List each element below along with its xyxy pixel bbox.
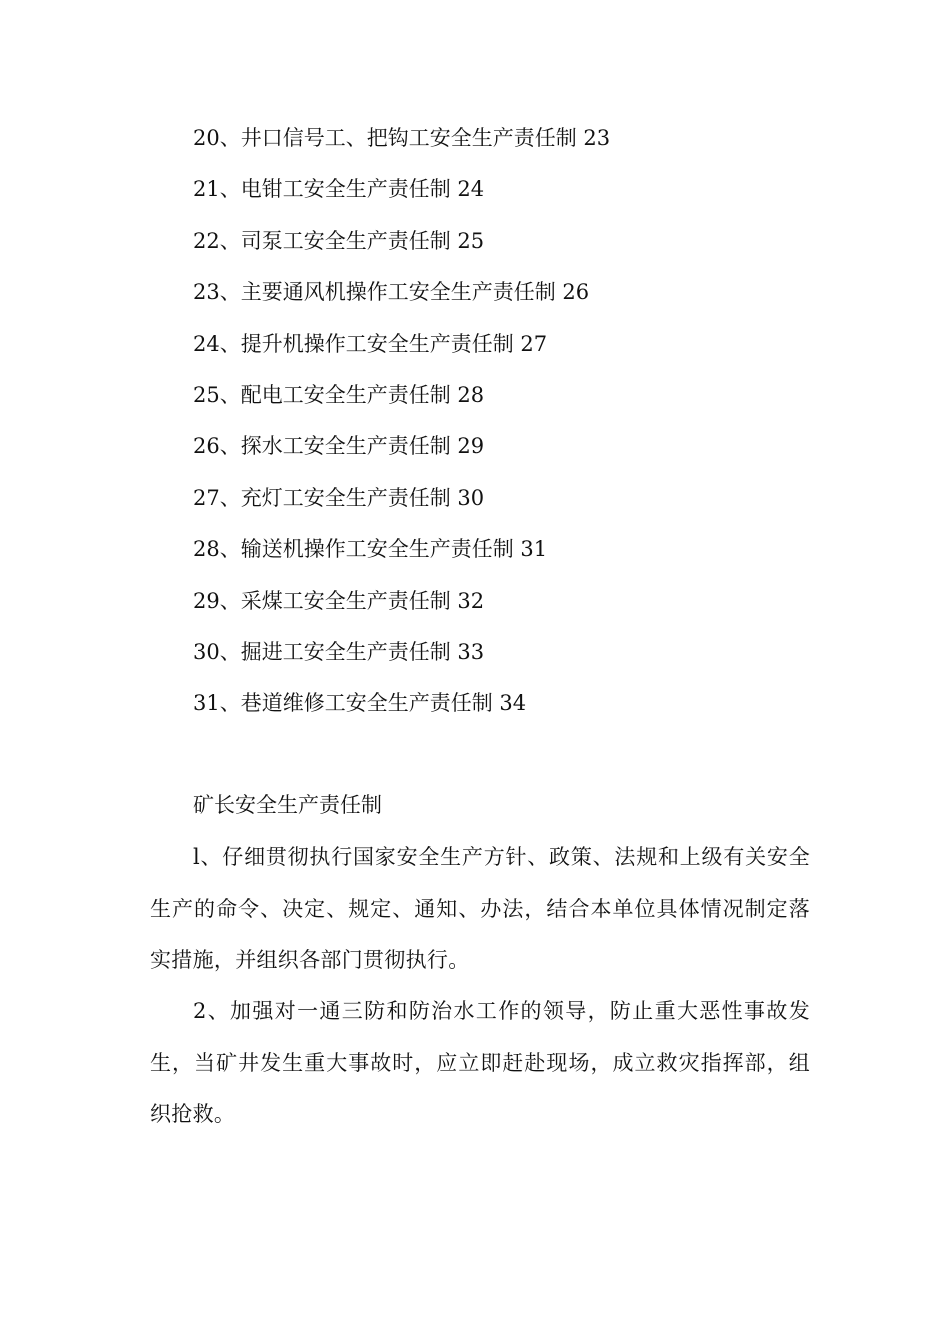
toc-item: 30、掘进工安全生产责任制 33 — [193, 639, 485, 664]
toc-item: 20、井口信号工、把钩工安全生产责任制 23 — [193, 126, 611, 150]
toc-item: 23、主要通风机操作工安全生产责任制 26 — [193, 280, 590, 305]
toc-item: 27、充灯工安全生产责任制 30 — [193, 485, 485, 510]
toc-item: 28、输送机操作工安全生产责任制 31 — [193, 537, 548, 562]
toc-item: 26、探水工安全生产责任制 29 — [193, 434, 485, 459]
table-of-contents — [193, 116, 610, 733]
toc-item: 25、配电工安全生产责任制 28 — [193, 382, 485, 407]
toc-item: 21、电钳工安全生产责任制 24 — [193, 177, 485, 202]
toc-item: 22、司泵工安全生产责任制 25 — [193, 228, 485, 253]
paragraph-1: l、仔细贯彻执行国家安全生产方针、政策、法规和上级有关安全生产的命令、决定、规定、通知、办法，结合本单位具体情况制定落实措施，并组织各部门贯彻执行。 — [150, 845, 810, 972]
toc-item: 29、采煤工安全生产责任制 32 — [193, 588, 485, 613]
toc-item: 24、提升机操作工安全生产责任制 27 — [193, 331, 548, 356]
paragraph-2: 2、加强对一通三防和防治水工作的领导，防止重大恶性事故发生，当矿井发生重大事故时，应立即赶赴现场，成立救灾指挥部，组织抢救。 — [150, 999, 810, 1126]
toc-item: 31、巷道维修工安全生产责任制 34 — [193, 691, 527, 716]
section-title: 矿长安全生产责任制 — [193, 793, 382, 817]
